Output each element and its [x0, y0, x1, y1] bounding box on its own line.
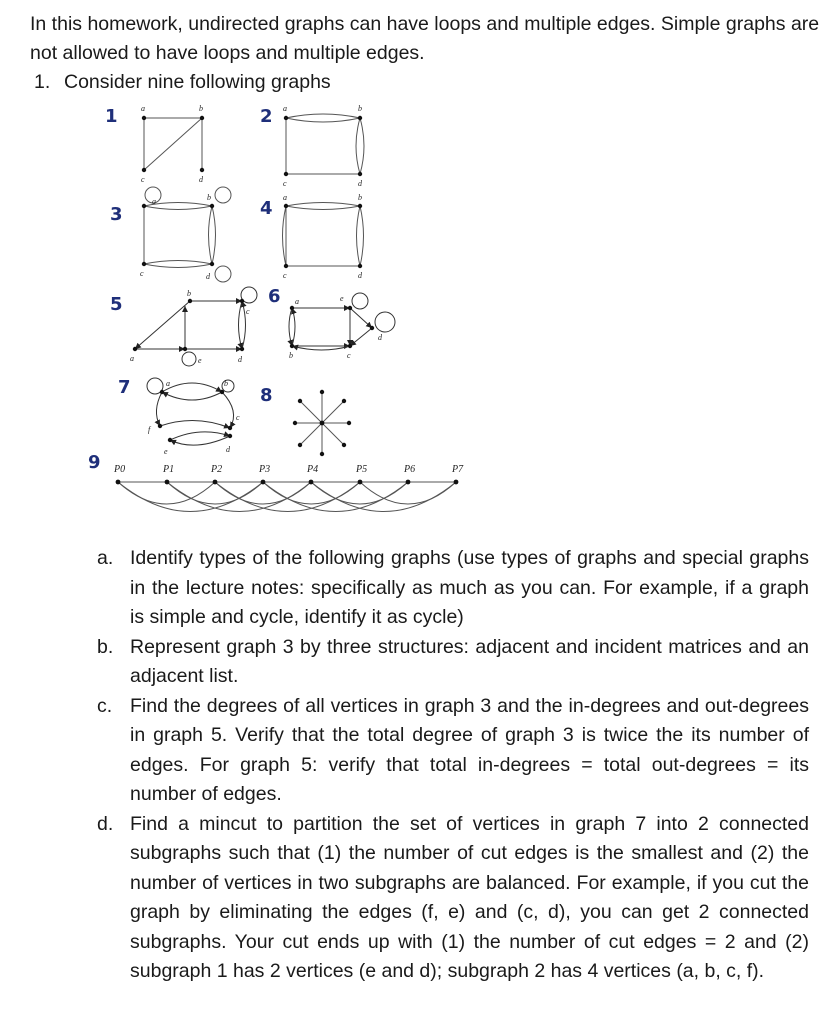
question-1: [34, 68, 331, 97]
graph-1: [144, 118, 202, 170]
g4-label-c: c: [283, 271, 287, 280]
item-text: Find the degrees of all vertices in graph 3 and the in-degrees and out-degrees in graph 5. Verify that the total degree of graph 3 is twice the its number of edges. For graph 5: verify that total in-degrees = total out-degrees = its number of edges.: [130, 694, 809, 805]
g4-label-d: d: [358, 271, 362, 280]
g9-label-p7: P7: [452, 464, 464, 475]
graph-2: [286, 114, 364, 174]
item-text: Find a mincut to partition the set of vertices in graph 7 into 2 connected subgraphs such that (1) the number of cut edges is the smallest and (2) the number of vertices in two subgraphs are balanced. For example, if you cut the graph by eliminating the edges (f, e) and (c, d), you can get 2 connected subgraphs. Your cut ends up with (1) the number of cut edges = 2 and (2) subgraph 1 has 2 vertices (e and d); subgraph 2 has 4 vertices (a, b, c, f).: [130, 812, 809, 982]
g6-label-b: b: [289, 351, 293, 360]
question-number: 1.: [34, 71, 51, 93]
g3-label-d: d: [206, 272, 210, 281]
sub-question-c: [97, 692, 809, 810]
g3-label-c: c: [140, 269, 144, 278]
g1-label-b: b: [199, 104, 203, 113]
item-mark: b.: [97, 635, 114, 658]
graph-number-8: 8: [260, 385, 273, 406]
g3-label-b: b: [207, 193, 211, 202]
g5-label-a: a: [130, 354, 134, 363]
g1-label-c: c: [141, 175, 145, 184]
g5-label-c: c: [246, 307, 250, 316]
graph-7: [147, 378, 234, 445]
sub-question-d: [97, 810, 809, 987]
g5-label-b: b: [187, 289, 191, 298]
g7-label-f: f: [148, 425, 151, 434]
g1-label-d: d: [199, 175, 203, 184]
g1-label-a: a: [141, 104, 145, 113]
g2-label-a: a: [283, 104, 287, 113]
item-mark: c.: [97, 694, 113, 717]
g7-label-a: a: [166, 379, 170, 388]
g7-label-d: d: [226, 445, 230, 454]
g9-label-p4: P4: [307, 464, 319, 475]
g3-label-a: a: [152, 197, 156, 206]
question-text: Consider nine following graphs: [64, 71, 331, 93]
item-text: Identify types of the following graphs (use types of graphs and special graphs in the lecture notes: specifically as much as you can. For example, if a graph is simple and cycle, identify it as cycle): [130, 547, 809, 628]
g9-label-p0: P0: [114, 464, 126, 475]
graphs-figure: [60, 96, 530, 540]
g9-label-p5: P5: [356, 464, 368, 475]
g9-label-p3: P3: [259, 464, 271, 475]
g6-label-a: a: [295, 297, 299, 306]
sub-questions: [97, 544, 809, 987]
intro-paragraph: In this homework, undirected graphs can have loops and multiple edges. Simple graphs are not allowed to have loops and multiple edges.: [30, 13, 820, 64]
sub-question-b: [97, 633, 809, 692]
g5-label-e: e: [198, 356, 202, 365]
g6-label-c: c: [347, 351, 351, 360]
graphs-svg: [60, 96, 530, 540]
graph-number-4: 4: [260, 198, 273, 219]
item-mark: a.: [97, 547, 114, 569]
graph-3: [144, 187, 231, 282]
graph-number-5: 5: [110, 294, 123, 315]
g4-label-a: a: [283, 193, 287, 202]
graph-9: [118, 482, 456, 512]
g9-label-p1: P1: [163, 464, 175, 475]
g2-label-d: d: [358, 179, 362, 188]
g9-label-p6: P6: [404, 464, 416, 475]
g7-label-e: e: [164, 447, 168, 456]
graph-number-3: 3: [110, 204, 123, 225]
graph-number-6: 6: [268, 286, 281, 307]
g7-label-b: b: [224, 379, 228, 388]
graph-number-9: 9: [88, 452, 101, 473]
item-mark: d.: [97, 812, 114, 835]
g2-label-c: c: [283, 179, 287, 188]
sub-question-a: [97, 544, 809, 633]
g9-label-p2: P2: [211, 464, 223, 475]
g6-label-d: d: [378, 333, 382, 342]
graph-number-2: 2: [260, 106, 273, 127]
g2-label-b: b: [358, 104, 362, 113]
g4-label-b: b: [358, 193, 362, 202]
item-text: Represent graph 3 by three structures: adjacent and incident matrices and an adjacent list.: [130, 635, 809, 687]
graph-4: [283, 203, 364, 267]
g6-label-e: e: [340, 294, 344, 303]
g7-label-c: c: [236, 413, 240, 422]
g5-label-d: d: [238, 355, 242, 364]
graph-number-1: 1: [105, 106, 118, 127]
graph-number-7: 7: [118, 377, 131, 398]
